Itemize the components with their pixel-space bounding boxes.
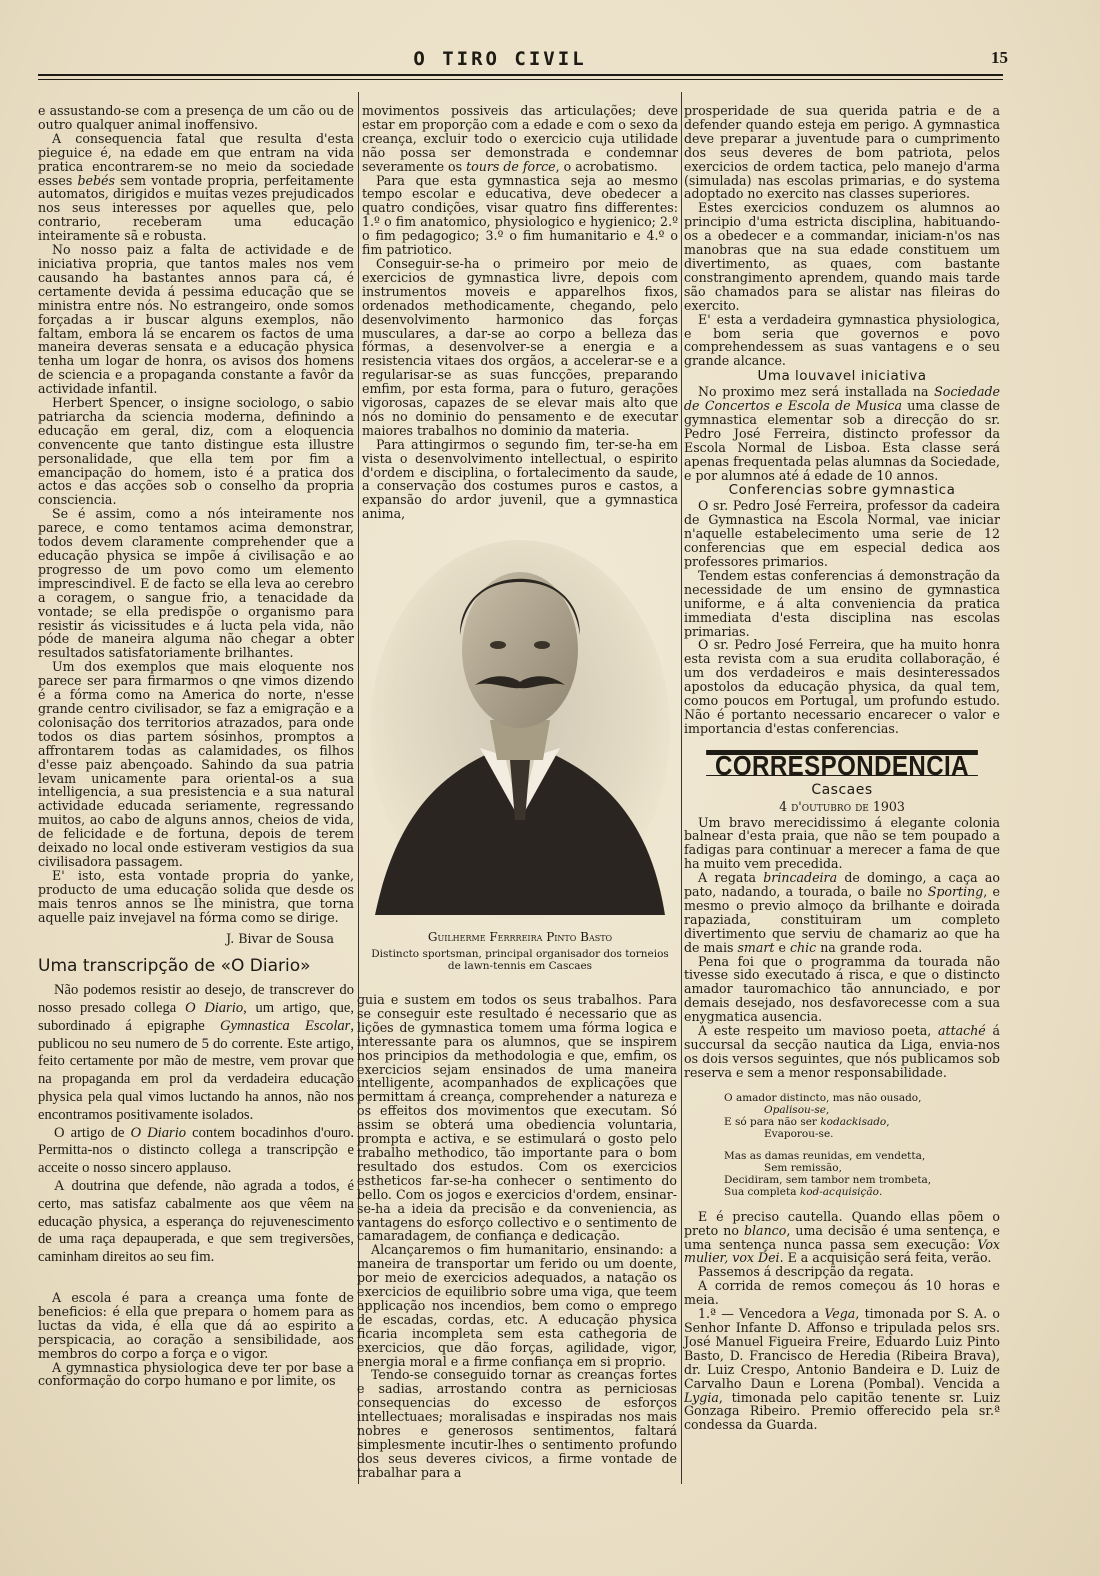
paragraph: Herbert Spencer, o insigne sociologo, o sabio patriarcha da sciencia moderna, definindo a educação em geral, diz, com a eloquencia convencente que tanto distingue esta illustre personalidade, que ella tem por fim a emancipação do homem, isto é a pratica dos actos e das acções sob o conselho da propria consciencia. [38, 395, 354, 508]
paragraph: Tendo-se conseguido tornar as creanças fortes e sadias, arrostando contra as perniciosas consequencias do excesso de esforços intellectuaes; moralisadas e inspiradas nos mais nobres e generosos sentimentos, faltará simplesmente incutir-lhes o sentimento profundo dos seus deveres civicos, a firme vontade de trabalhar para a [357, 1367, 677, 1480]
paragraph: Não podemos resistir ao desejo, de transcrever do nosso presado collega O Diario, um artigo, que, subordinado á epigraphe Gymnastica Escolar, publicou no seu numero de 5 do corrente. Este artigo, feito certamente por mão de mestre, vem provar que na propaganda em prol da verdadeira educação physica pela qual vimos luctando ha annos, não nos encontramos positivamente isolados. [38, 982, 355, 1123]
paragraph: E' isto, esta vontade propria do yanke, producto de uma educação solida que desde os mais tenros annos se lhe ministra, que torna aquelle paiz invejavel na fórma como se dirige. [38, 867, 354, 925]
author-signature: J. Bivar de Sousa [226, 931, 334, 947]
masthead-title: O TIRO CIVIL [413, 48, 587, 70]
paragraph: E é preciso cautella. Quando ellas põem o preto no blanco, uma decisão é uma sentença, e uma sentença nunca passa sem execução: Vox mulier, vox Dei. E a acquisição será feita, verão. [684, 1208, 1000, 1266]
portrait-caption-desc: Distincto sportsman, principal organisador dos torneios de lawn-tennis em Cascaes [371, 948, 669, 972]
column-2-bottom [357, 993, 677, 1483]
paragraph: Um bravo merecidissimo á elegante colonia balnear d'esta praia, que não se tem poupado a fadigas para continuar a merecer a fama de que ha muito vem precedida. [684, 814, 1000, 872]
column-1 [38, 104, 354, 1484]
poem-line: E só para não ser kodackisado, [724, 1115, 890, 1128]
transcription-intro [38, 982, 354, 1267]
paragraph: Para attingirmos o segundo fim, ter-se-ha em vista o desenvolvimento intellectual, o espirito d'ordem e disciplina, o fortalecimento da saude, a conservação dos costumes puros e castos, a expansão do ardor juvenil, que a gymnastica anima, [362, 436, 678, 522]
poem-line: Sem remissão, [764, 1161, 842, 1174]
paragraph: A regata brincadeira de domingo, a caça ao pato, nadando, a tourada, o baile no Sporting, e mesmo o previo almoço da brilhante e doirada rapaziada, constituiram um completo divertimento que serviu de chamariz ao que ha de mais smart e chic na grande roda. [684, 870, 1001, 955]
header-rule [38, 74, 1003, 76]
poem-line: Decidiram, sem tambor nem trombeta, [724, 1173, 932, 1186]
paragraph: Para que esta gymnastica seja ao mesmo tempo escolar e educativa, deve obedecer a quatro condições, visar quatro fins differentes: 1.º o fim anatomico, physiologico e hygienico; 2.º o fim pedagogico; 3.º o fim humanitario e 4.º o fim patriotico. [362, 172, 678, 258]
paragraph: A consequencia fatal que resulta d'esta pieguice é, na edade em que entram na vida pratica encontrarem-se no meio da sociedade esses bebés sem vontade propria, perfeitamente automatos, dirigidos e muitas vezes prejudicados nos seus interesses por aquelles que, pelo contrario, receberam uma educação inteiramente sã e robusta. [38, 130, 354, 244]
paragraph: No nosso paiz a falta de actividade e de iniciativa propria, que tantos males nos vem causando ha bastantes annos para cá, é certamente devida á pessima educação que se ministra entre nós. No estrangeiro, onde somos forçadas a ir buscar alguns exemplos, não faltam, embora lá se encarem os factos de uma maneira deveras sensata e a educação physica tenha um logar de honra, os avisos dos homens de sciencia e a propaganda constante a favôr da actividade infantil. [38, 242, 354, 397]
paragraph: movimentos possiveis das articulações; deve estar em proporção com a edade e com o sexo da creança, excluir todo o exercicio cuja utilidade não possa ser demonstrada e condemnar severamente os tours de force, o acrobatismo. [362, 103, 678, 174]
paragraph: No proximo mez será installada na Sociedade de Concertos e Escola de Musica uma classe de gymnastica elementar sob a direcção do sr. Pedro José Ferreira, distincto professor da Escola Normal de Lisboa. Esta classe será apenas frequentada pelas alumnas da Sociedade, e por alumnos até á edade de 10 annos. [684, 384, 1000, 483]
paragraph: A este respeito um mavioso poeta, attaché á succursal da secção nautica da Liga, envia-nos os dois versos seguintes, que nós publicamos sob reserva e sem a menor responsabilidade. [684, 1023, 1001, 1080]
paragraph: Estes exercicios conduzem os alumnos ao principio d'uma estricta disciplina, habituando-os a obedecer e a commandar, iniciam-n'os nas manobras que na sua edade constituem um divertimento, as quaes, com bastante constrangimento aprendem, quando mais tarde são chamados para se alistar nas fileiras do exercito. [684, 200, 1000, 313]
paragraph: A doutrina que defende, não agrada a todos, é certo, mas satisfaz cabalmente aos que vêem na educação physica, a esperança do rejuvenescimento de uma raça depauperada, e que sem tregiversões, caminham direitos ao seu fim. [38, 1178, 354, 1266]
paragraph: 1.ª — Vencedora a Vega, timonada por S. A. o Senhor Infante D. Affonso e tripulada pelos srs. José Manuel Figueira Freire, Eduardo Luiz Pinto Basto, D. Francisco de Heredia (Ribeira Brava), dr. Luiz Crespo, Antonio Bandeira e D. Luiz de Carvalho Daun e Lorena (Pombal). Vencida a Lygia, timonada pelo capitão tenente sr. Luiz Gonzaga Ribeiro. Premio offerecido pela sr.ª condessa da Guarda. [684, 1306, 1000, 1433]
poem-line: Mas as damas reunidas, em vendetta, [724, 1149, 926, 1162]
paragraph: A gymnastica physiologica deve ter por base a conformação do corpo humano e por limite, os [38, 1359, 354, 1389]
paragraph: Tendem estas conferencias á demonstração da necessidade de um ensino de gymnastica uniforme, e á alta conveniencia da pratica immediata d'esta disciplina nas escolas primarias. [684, 567, 1000, 639]
poem-line: O amador distincto, mas não ousado, [724, 1091, 922, 1104]
paragraph: O artigo de O Diario contem bocadinhos d'ouro. Permitta-nos o distincto collega a transcripção e acceite o nosso sincero applauso. [38, 1124, 354, 1177]
section-heading: Uma transcripção de «O Diario» [38, 956, 311, 977]
paragraph: A corrida de remos começou ás 10 horas e meia. [684, 1278, 1000, 1308]
poem-line: Opalisou-se, [764, 1103, 830, 1116]
paragraph: E' esta a verdadeira gymnastica physiologica, e bom seria que governos e povo comprehendessem as suas vantagens e o seu grande alcance. [684, 311, 1000, 369]
column-2-top [362, 103, 678, 522]
correspondence-heading: CORRESPONDENCIA [706, 750, 978, 776]
poem-line: Sua completa kod-acquisição. [724, 1185, 883, 1198]
poem-line: Evaporou-se. [764, 1127, 834, 1140]
paragraph: prosperidade de sua querida patria e de a defender quando esteja em perigo. A gymnastica deve preparar a juventude para o cumprimento dos seus deveres de bom patriota, pelos exercicios de ordem tactica, pelo manejo d'arma (simulada) nas escolas primarias, e do systema adoptado no exercito nas classes superiores. [684, 103, 1000, 202]
portrait-caption-name: Guilherme Ferrreira Pinto Basto [427, 930, 613, 944]
poem [724, 1092, 1000, 1198]
paragraph: O sr. Pedro José Ferreira, professor da cadeira de Gymnastica na Escola Normal, vae iniciar n'aquelle estabelecimento uma serie de 12 conferencias que em especial dedica aos professores primarios. [684, 498, 1000, 569]
paragraph: Um dos exemplos que mais eloquente nos parece ser para firmarmos o qne vimos dizendo é a fórma como na America do norte, n'esse grande centro civilisador, se faz a emigração e a colonisação dos territorios atrazados, para onde todos os dias partem sósinhos, promptos a affrontarem todas as calamidades, os filhos d'esse paiz abençoado. Sahindo da sua patria levam unicamente para oriental-os a sua intelligencia, a sua presistencia e a sua natural actividade educada seriamente, regressando muitos, ao cabo de alguns annos, cheios de vida, de felicidade e de fortuna, depois de terem deixado no local onde estiveram vestigios da sua civilisadora passagem. [38, 659, 354, 869]
section-heading: Conferencias sobre gymnastica [728, 482, 956, 499]
paragraph: guia e sustem em todos os seus trabalhos. Para se conseguir este resultado é necessario que as lições de gymnastica tomem uma fórma logica e interessante para os alumnos, que se inspirem nos principios da methodologia e que, emfim, os exercicios sejam ensinados de uma maneira intelligente, acompanhados de explicações que permittam á creança, comprehender a natureza e os effeitos dos movimentos que executam. Só assim se obterá uma obediencia voluntaria, prompta e activa, e se estimulará o gosto pelo trabalho methodico, tão importante para o bom resultado dos estudos. Com os exercicios estheticos far-se-ha conhecer o sentimento do bello. Com os jogos e exercicios d'ordem, ensinar-se-ha a ideia da precisão e da conveniencia, as vantagens do esforço collectivo e o sentimento de camaradagem, de confiança e dedicação. [357, 992, 677, 1244]
paragraph: Pena foi que o programma da tourada não tivesse sido executado á risca, e que o distincto amador tauromachico tão annunciado, e por demais desejado, nos desfavorecesse com a sua enygmatica ausencia. [684, 953, 1000, 1025]
paragraph: Se é assim, como a nós inteiramente nos parece, e como tentamos acima demonstrar, todos devem claramente comprehender que a educação physica se impõe á civilisação e ao progresso de um povo como um elemento imprescindivel. E de facto se ella leva ao cerebro a coragem, o sangue frio, a tenacidade da vontade; se ella predispõe o organismo para resistir ás vicissitudes e á lucta pela vida, não póde de maneira alguma não chegar a obter resultados satisfatoriamente brilhantes. [38, 506, 354, 661]
paragraph: A escola é para a creança uma fonte de beneficios: é ella que prepara o homem para as luctas da vida, é ella que dá ao espirito a perspicacia, ao coração a sensibilidade, aos membros do corpo a força e o vigor. [38, 1290, 354, 1361]
paragraph: Alcançaremos o fim humanitario, ensinando: a maneira de transportar um ferido ou um doente, por meio de exercicios adequados, a natação os exercicios de equilibrio sobre uma viga, que teem applicação nos incendios, bem como o emprego de escadas, cordas, etc. A educação physica ficaria incompleta sem esta cathegoria de exercicios, que dão forças, agilidade, vigor, energia moral e a firme confiança em si proprio. [357, 1242, 677, 1369]
portrait-photo [365, 520, 675, 920]
paragraph: Conseguir-se-ha o primeiro por meio de exercicios de gymnastica livre, depois com instrumentos moveis e apparelhos fixos, ordenados methodicamente, chegando, pelo desenvolvimento harmonico das forças musculares, a dar-se ao corpo a belleza das fórmas, a desenvolver-se a energia e a resistencia vitaes dos orgãos, a accelerar-se e a regularisar-se as suas funcções, preparando emfim, por esta forma, para o futuro, gerações vigorosas, capazes de se elevar mais alto que nós no dominio do pensamento e de executar maiores trabalhos no dominio da materia. [362, 255, 678, 438]
paragraph: O sr. Pedro José Ferreira, que ha muito honra esta revista com a sua erudita collaboração, é um dos verdadeiros e mais desinteressados apostolos da educação physica, da qual tem, como poucos em Portugal, um profundo estudo. Não é portanto necessario encarecer o valor e importancia d'estas conferencias. [684, 637, 1000, 736]
dateline: 4 d'outubro de 1903 [779, 798, 905, 814]
place-heading: Cascaes [811, 781, 873, 798]
paragraph: e assustando-se com a presença de um cão ou de outro qualquer animal inoffensivo. [38, 103, 354, 132]
section-heading: Uma louvavel iniciativa [757, 368, 927, 385]
paragraph: Passemos á descripção da regata. [698, 1264, 914, 1280]
header-rule-thin [38, 79, 1003, 80]
column-3 [684, 104, 1000, 1484]
page-number: 15 [991, 48, 1008, 67]
column-divider-right [681, 92, 682, 1484]
